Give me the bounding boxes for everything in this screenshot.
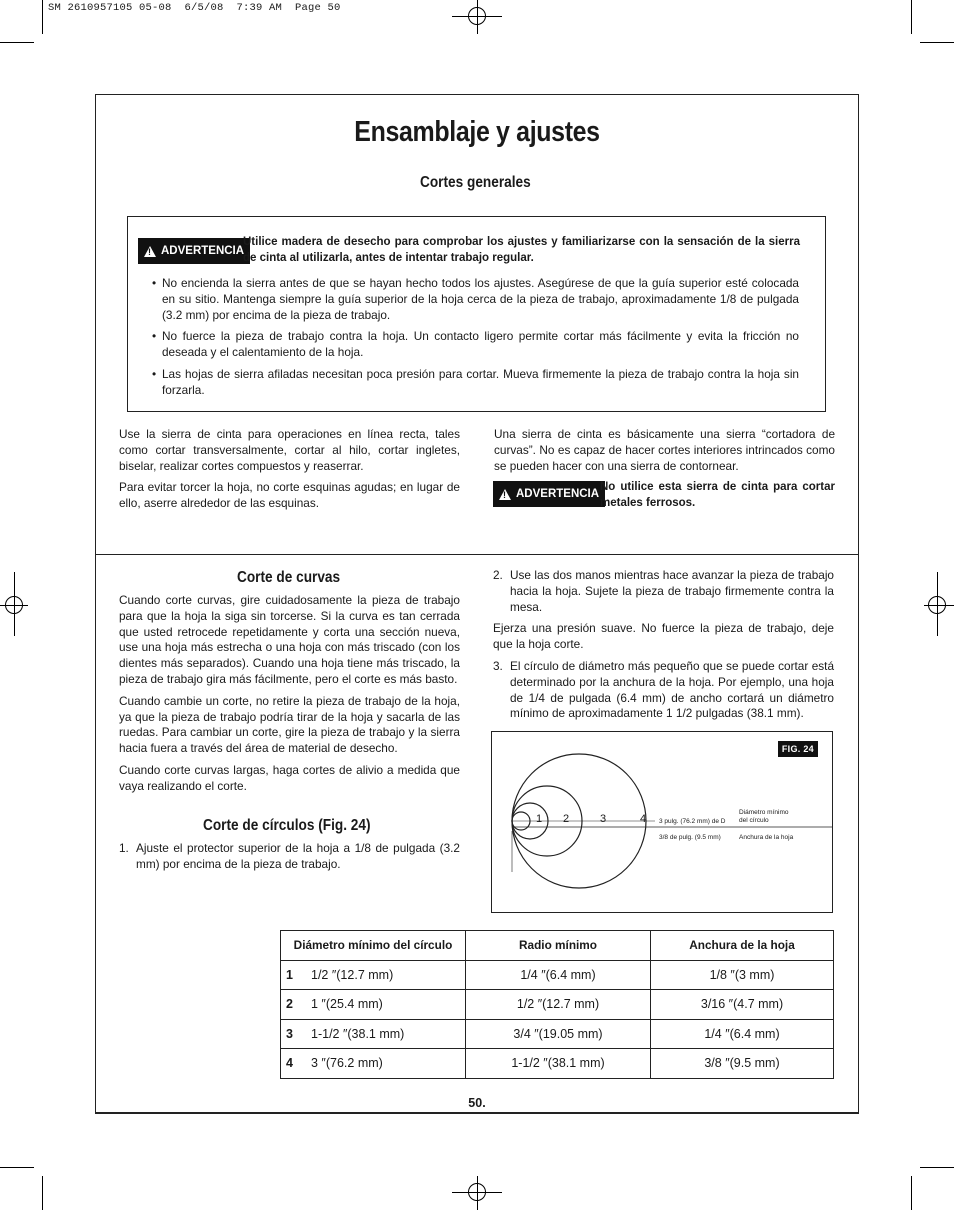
paragraph: Cuando cambie un corte, no retire la pieza de trabajo de la hoja, ya que la pieza de trabajo podría tirar de la hoja y sacarla de las ruedas. Para cambiar un corte, gire la pieza de trabajo y la sierra hacia fuera a través del área de material de desecho. bbox=[119, 693, 460, 756]
page-number: 50. bbox=[468, 1096, 486, 1110]
print-slug: SM 2610957105 05-08 6/5/08 7:39 AM Page 50 bbox=[48, 2, 341, 14]
intro-right-paragraph: Una sierra de cinta es básicamente una sierra “cortadora de curvas”. No es capaz de hacer cortes interiores intrincados como se pueden hacer con una sierra de contornear. bbox=[494, 427, 835, 473]
intro-left-column bbox=[119, 427, 460, 518]
page-title: Ensamblaje y ajustes bbox=[354, 116, 600, 148]
step-3 bbox=[493, 659, 834, 722]
cell-width: 3/16 ″(4.7 mm) bbox=[651, 990, 834, 1020]
paragraph: Cuando corte curvas, gire cuidadosamente la pieza de trabajo para que la hoja la siga sin torcerse. Si la curva es tan cerrada que usted retrocede repetidamente y corta una sección nueva, use una hoja más estrecha o una hoja con más triscado (con los dientes más separados). Cuando una hoja tiene más triscado, la pieza de trabajo gira más fácilmente, pero el corte es más basto. bbox=[119, 593, 460, 686]
cell-radius: 1/4 ″(6.4 mm) bbox=[466, 960, 651, 990]
paragraph: Cuando corte curvas largas, haga cortes de alivio a medida que vaya realizando el corte. bbox=[119, 762, 460, 793]
column-header: Anchura de la hoja bbox=[651, 931, 834, 961]
row-number: 3 bbox=[286, 1026, 293, 1041]
step-text: Ajuste el protector superior de la hoja a 1/8 de pulgada (3.2 mm) por encima de la pieza de trabajo. bbox=[136, 841, 460, 871]
row-number: 4 bbox=[286, 1056, 293, 1071]
list-item: • No encienda la sierra antes de que se hayan hecho todos los ajustes. Asegúrese de que la guía superior esté colocada en su sitio. Mantenga siempre la guía superior de la hoja cerca de la pieza de trabajo, aproximadamente 1/8 de pulgada (3.2 mm) por encima de la pieza de trabajo. bbox=[152, 276, 799, 323]
paragraph: Use la sierra de cinta para operaciones en línea recta, tales como cortar transversalmente, cortar al hilo, cortar ingletes, biselar, realizar cortes compuestos y reaserrar. bbox=[119, 427, 460, 473]
circle-label-2: 2 bbox=[563, 813, 570, 825]
warning-badge-label: ADVERTENCIA bbox=[161, 245, 245, 257]
paragraph: Ejerza una presión suave. No fuerce la pieza de trabajo, deje que la hoja corte. bbox=[493, 621, 834, 652]
section-heading-cortes-generales: Cortes generales bbox=[420, 174, 531, 191]
warning-badge-label: ADVERTENCIA bbox=[516, 488, 600, 500]
label-width-value: 3/8 de pulg. (9.5 mm) bbox=[659, 834, 721, 841]
warning-bullet-list bbox=[152, 276, 799, 405]
warning-text-2: No utilice esta sierra de cinta para cortar metales ferrosos. bbox=[600, 481, 835, 509]
cell-radius: 1/2 ″(12.7 mm) bbox=[466, 990, 651, 1020]
column-header: Radio mínimo bbox=[466, 931, 651, 961]
circle-size-table bbox=[280, 930, 834, 1079]
cell-radius: 3/4 ″(19.05 mm) bbox=[466, 1019, 651, 1049]
figure-24 bbox=[491, 731, 833, 913]
warning-badge-2 bbox=[493, 481, 605, 507]
table-row bbox=[281, 990, 834, 1020]
cell-diameter: 1-1/2 ″(38.1 mm) bbox=[311, 1026, 405, 1041]
cell-diameter: 1 ″(25.4 mm) bbox=[311, 997, 383, 1012]
cell-width: 1/4 ″(6.4 mm) bbox=[651, 1019, 834, 1049]
column-header: Diámetro mínimo del círculo bbox=[281, 931, 466, 961]
table-row bbox=[281, 960, 834, 990]
section-heading-corte-de-circulos: Corte de círculos (Fig. 24) bbox=[203, 817, 371, 834]
list-item: • Las hojas de sierra afiladas necesitan poca presión para cortar. Mueva firmemente la pieza de trabajo contra la hoja sin forzarla. bbox=[152, 367, 799, 399]
label-diameter-value: 3 pulg. (76.2 mm) de D bbox=[659, 818, 726, 825]
row-number: 1 bbox=[286, 967, 293, 982]
warning-badge bbox=[138, 238, 250, 264]
cell-width: 1/8 ″(3 mm) bbox=[651, 960, 834, 990]
step-text: El círculo de diámetro más pequeño que se puede cortar está determinado por la anchura de la hoja. Por ejemplo, una hoja de 1/4 de pulgada (6.4 mm) de ancho cortará un diámetro mínimo de aproximadamente 1 1/2 pulgadas (38.1 mm). bbox=[510, 658, 834, 721]
circle-steps bbox=[493, 568, 834, 728]
warning-triangle-icon bbox=[144, 246, 156, 257]
label-blade-width: Anchura de la hoja bbox=[739, 834, 794, 841]
step-number: 1. bbox=[119, 841, 129, 855]
section-heading-corte-de-curvas: Corte de curvas bbox=[237, 569, 341, 586]
step-number: 3. bbox=[493, 658, 503, 673]
step-1 bbox=[119, 841, 460, 879]
warning-box bbox=[127, 216, 826, 412]
paragraph: Para evitar torcer la hoja, no corte esquinas agudas; en lugar de ello, aserre alrededor de las esquinas. bbox=[119, 480, 460, 511]
figure-tag: FIG. 24 bbox=[778, 741, 818, 757]
circle-label-3: 3 bbox=[600, 813, 607, 825]
circle-label-4: 4 bbox=[640, 813, 647, 825]
row-number: 2 bbox=[286, 997, 293, 1012]
curves-text bbox=[119, 593, 460, 801]
cell-diameter: 1/2 ″(12.7 mm) bbox=[311, 967, 394, 982]
cell-width: 3/8 ″(9.5 mm) bbox=[651, 1049, 834, 1079]
warning-text: Utilice madera de desecho para comprobar los ajustes y familiarizarse con la sensación de la sierra de cinta al utilizarla, antes de intentar trabajo regular. bbox=[243, 236, 800, 264]
table-row bbox=[281, 1019, 834, 1049]
step-number: 2. bbox=[493, 568, 503, 582]
cell-diameter: 3 ″(76.2 mm) bbox=[311, 1056, 383, 1071]
list-item: • No fuerce la pieza de trabajo contra la hoja. Un contacto ligero permite cortar más fácilmente y evita la fricción no deseada y el calentamiento de la hoja. bbox=[152, 329, 799, 361]
label-min-diameter: Diámetro mínimo del círculo bbox=[739, 809, 789, 824]
table-row bbox=[281, 1049, 834, 1079]
cell-radius: 1-1/2 ″(38.1 mm) bbox=[466, 1049, 651, 1079]
step-text: Use las dos manos mientras hace avanzar la pieza de trabajo hacia la hoja. Sujete la pieza de trabajo firmemente contra la mesa. bbox=[510, 568, 834, 614]
step-2 bbox=[493, 568, 834, 615]
section-divider bbox=[95, 554, 859, 555]
warning-triangle-icon bbox=[499, 489, 511, 500]
table-header-row bbox=[281, 931, 834, 961]
circle-label-1: 1 bbox=[536, 813, 543, 825]
